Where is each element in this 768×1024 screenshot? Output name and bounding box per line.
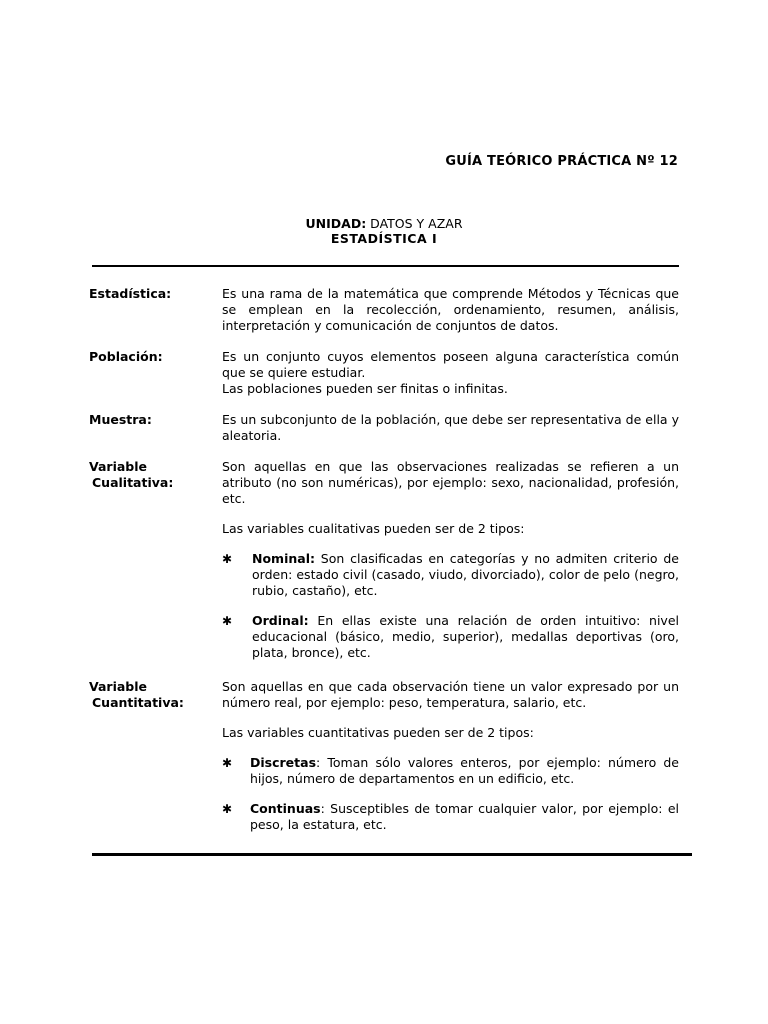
def-muestra [222, 412, 679, 444]
term-variable-cuantitativa [89, 679, 219, 711]
bullet-label: Nominal: [252, 551, 315, 566]
bullet-text: En ellas existe una relación de orden intuitivo: nivel educacional (básico, medio, superior), medallas deportivas (oro, plata, bronce), etc. [252, 613, 679, 660]
bullet-text: : Susceptibles de tomar cualquier valor, por ejemplo: el peso, la estatura, etc. [250, 801, 679, 832]
def-paragraph: Es un subconjunto de la población, que debe ser representativa de ella y aleatoria. [222, 412, 679, 443]
term-muestra: Muestra: [89, 412, 152, 427]
bullet-text: Son clasificadas en categorías y no admiten criterio de orden: estado civil (casado, viudo, divorciado), color de pelo (negro, rubio, castaño), etc. [252, 551, 679, 598]
def-paragraph: Son aquellas en que las observaciones realizadas se refieren a un atributo (no son numéricas), por ejemplo: sexo, nacionalidad, profesión, etc. [222, 459, 679, 506]
def-paragraph: Es un conjunto cuyos elementos poseen alguna característica común que se quiere estudiar. [222, 349, 679, 380]
term-poblacion: Población: [89, 349, 163, 364]
def-estadistica [222, 286, 679, 334]
unit-value: DATOS Y AZAR [370, 216, 463, 231]
bullet-text: : Toman sólo valores enteros, por ejemplo: número de hijos, número de departamentos en un edificio, etc. [250, 755, 679, 786]
unit-subject: ESTADÍSTICA I [330, 231, 438, 246]
term-estadistica: Estadística: [89, 286, 172, 301]
def-poblacion [222, 349, 679, 397]
top-divider [92, 265, 679, 267]
term-line: Variable [89, 459, 148, 474]
term-line: Variable [89, 679, 148, 694]
def-paragraph: Las poblaciones pueden ser finitas o infinitas. [222, 381, 508, 396]
bullet-label: Ordinal: [252, 613, 309, 628]
list-item [222, 801, 679, 833]
asterisk-bullet-icon: ✱ [222, 552, 233, 566]
unit-label: UNIDAD: [305, 216, 367, 231]
bullet-label: Discretas [250, 755, 317, 770]
def-paragraph: Es una rama de la matemática que comprende Métodos y Técnicas que se emplean en la recolección, ordenamiento, resumen, análisis, interpretación y comunicación de conjuntos de datos. [222, 286, 679, 333]
term-line: Cuantitativa: [92, 695, 184, 710]
def-paragraph: Son aquellas en que cada observación tiene un valor expresado por un número real, por ejemplo: peso, temperatura, salario, etc. [222, 679, 679, 710]
def-paragraph: Las variables cuantitativas pueden ser de 2 tipos: [222, 725, 534, 740]
bottom-divider [92, 853, 692, 856]
term-variable-cualitativa [89, 459, 219, 491]
unit-heading [0, 216, 768, 246]
asterisk-bullet-icon: ✱ [222, 614, 233, 628]
asterisk-bullet-icon: ✱ [222, 802, 233, 816]
list-item [222, 755, 679, 787]
def-paragraph: Las variables cualitativas pueden ser de 2 tipos: [222, 521, 525, 536]
def-variable-cualitativa [222, 459, 679, 661]
list-item [222, 613, 679, 661]
unit-line [0, 216, 768, 231]
list-item [222, 551, 679, 599]
bullet-label: Continuas [250, 801, 321, 816]
document-title: GUÍA TEÓRICO PRÁCTICA Nº 12 [445, 154, 678, 169]
def-variable-cuantitativa [222, 679, 679, 833]
term-line: Cualitativa: [92, 475, 174, 490]
asterisk-bullet-icon: ✱ [222, 756, 233, 770]
